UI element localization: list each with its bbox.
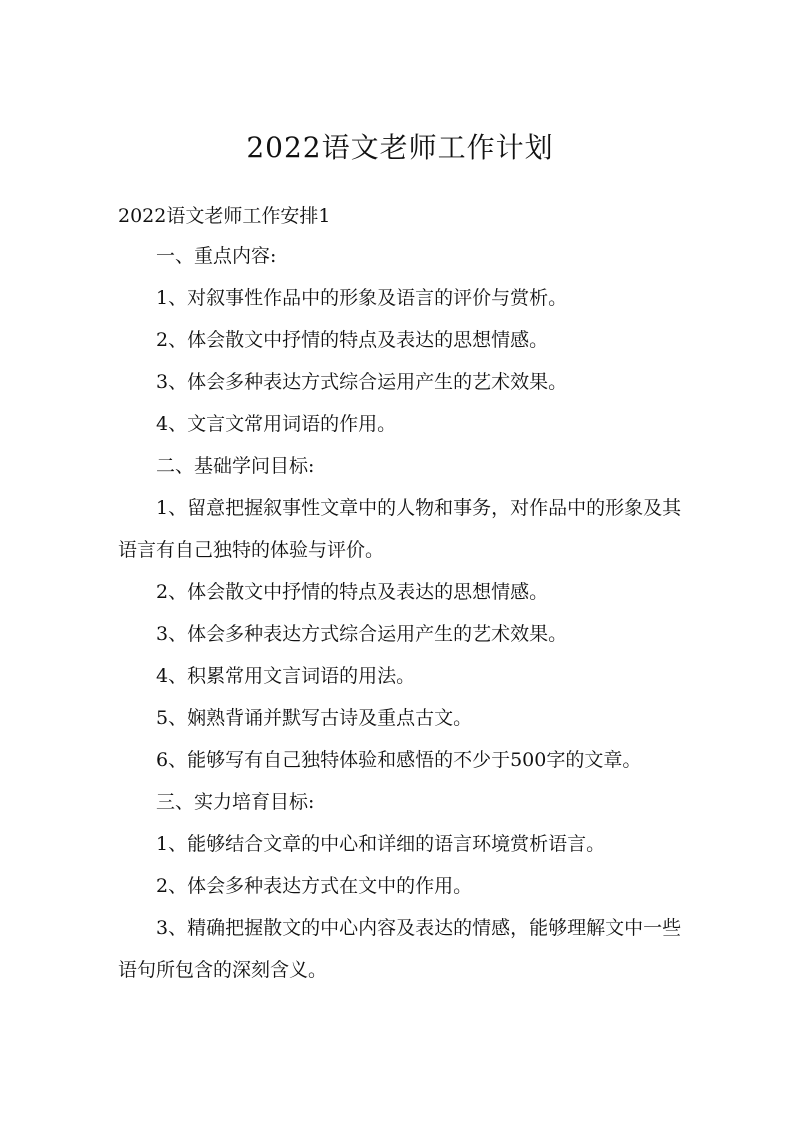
paragraph: 三、实力培育目标: bbox=[156, 791, 315, 813]
section-subtitle: 2022语文老师工作安排1 bbox=[118, 205, 331, 227]
paragraph: 4、积累常用文言词语的用法。 bbox=[156, 665, 416, 687]
paragraph: 3、体会多种表达方式综合运用产生的艺术效果。 bbox=[156, 371, 568, 393]
paragraph: 6、能够写有自己独特体验和感悟的不少于500字的文章。 bbox=[156, 749, 642, 771]
paragraph: 二、基础学问目标: bbox=[156, 455, 315, 477]
paragraph: 5、娴熟背诵并默写古诗及重点古文。 bbox=[156, 707, 473, 729]
paragraph: 4、文言文常用词语的作用。 bbox=[156, 413, 397, 435]
paragraph: 一、重点内容: bbox=[156, 245, 277, 267]
document-body bbox=[118, 197, 688, 991]
document-title: 2022语文老师工作计划 bbox=[246, 131, 554, 164]
paragraph: 1、能够结合文章的中心和详细的语言环境赏析语言。 bbox=[156, 833, 606, 855]
paragraph: 3、体会多种表达方式综合运用产生的艺术效果。 bbox=[156, 623, 568, 645]
paragraph: 1、对叙事性作品中的形象及语言的评价与赏析。 bbox=[156, 287, 568, 309]
paragraph: 3、精确把握散文的中心内容及表达的情感，能够理解文中一些语句所包含的深刻含义。 bbox=[118, 917, 682, 981]
paragraph: 2、体会散文中抒情的特点及表达的思想情感。 bbox=[156, 581, 549, 603]
paragraph: 2、体会散文中抒情的特点及表达的思想情感。 bbox=[156, 329, 549, 351]
paragraph: 1、留意把握叙事性文章中的人物和事务，对作品中的形象及其语言有自己独特的体验与评价。 bbox=[118, 497, 682, 561]
paragraph: 2、体会多种表达方式在文中的作用。 bbox=[156, 875, 473, 897]
